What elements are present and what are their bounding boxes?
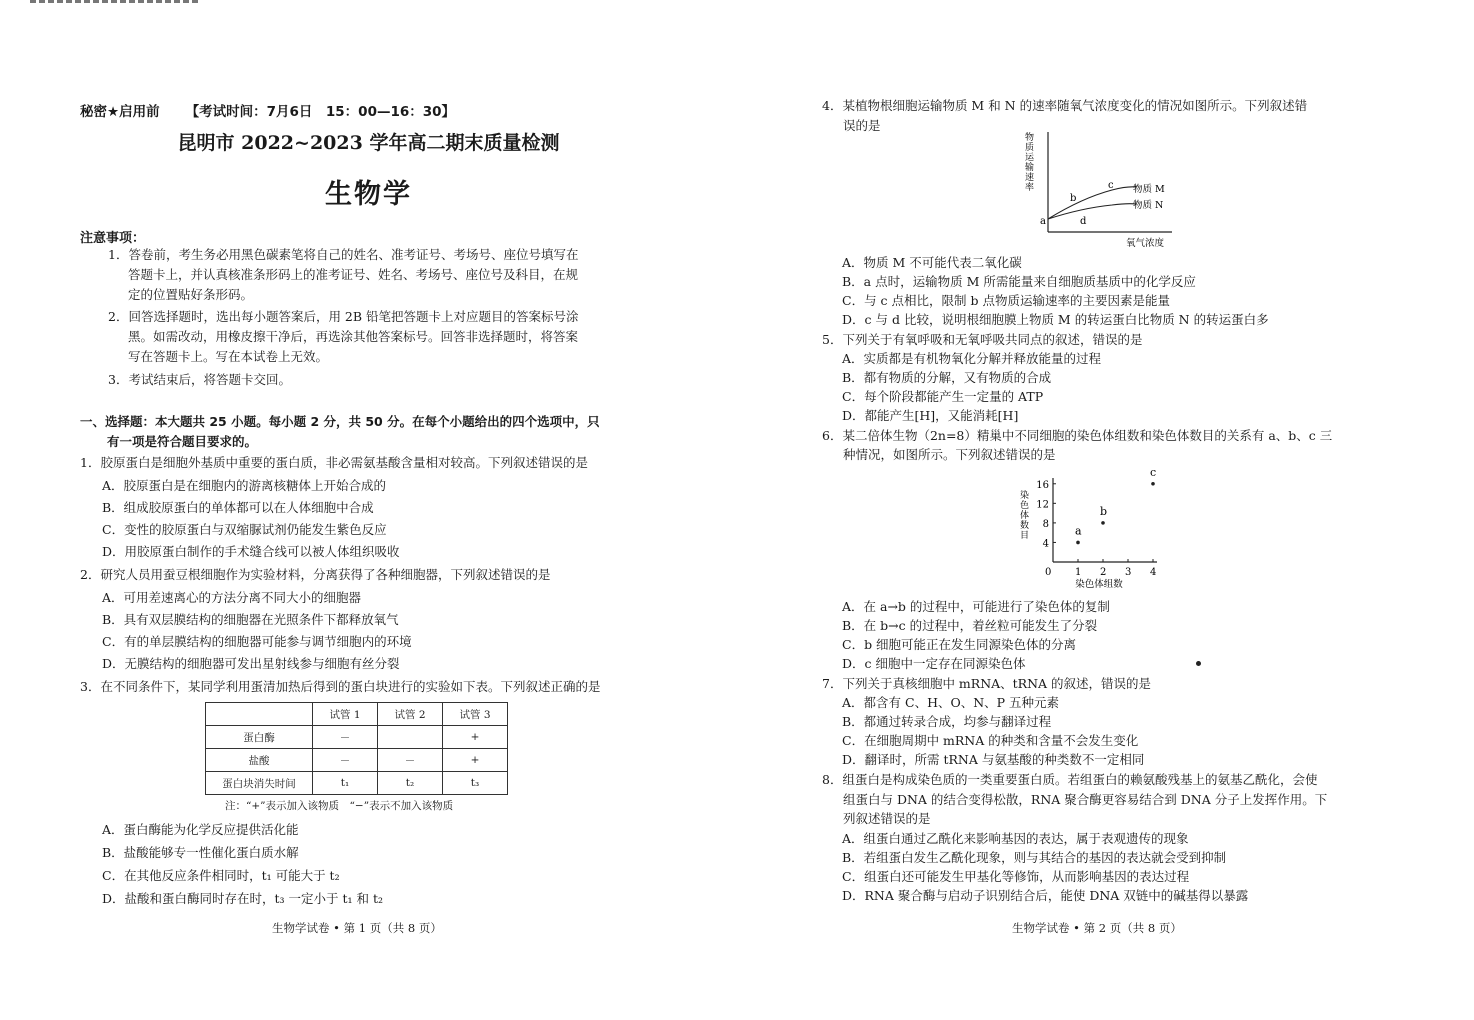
question-3-option: C．在其他反应条件相同时，t₁ 可能大于 t₂ bbox=[102, 868, 340, 883]
table-cell: t₂ bbox=[378, 772, 443, 795]
question-6-option: A．在 a→b 的过程中，可能进行了染色体的复制 bbox=[842, 599, 1110, 614]
question-8-option: C．组蛋白还可能发生甲基化等修饰，从而影响基因的表达过程 bbox=[842, 869, 1190, 884]
table-row bbox=[206, 726, 508, 749]
page-footer: 生物学试卷 • 第 1 页（共 8 页） bbox=[272, 921, 442, 935]
notice-line: 1．答卷前，考生务必用黑色碳素笔将自己的姓名、准考证号、考场号、座位号填写在 bbox=[108, 247, 579, 262]
y-tick-label: 16 bbox=[1036, 479, 1049, 491]
table-cell: t₃ bbox=[443, 772, 508, 795]
question-8-option: B．若组蛋白发生乙酰化现象，则与其结合的基因的表达就会受到抑制 bbox=[842, 850, 1227, 865]
notice-line: 黑。如需改动，用橡皮擦干净后，再选涂其他答案标号。回答非选择题时，将答案 bbox=[128, 329, 579, 344]
table-cell: + bbox=[443, 726, 508, 749]
table-cell: － bbox=[313, 726, 378, 749]
question-5-option: B．都有物质的分解，又有物质的合成 bbox=[842, 370, 1052, 385]
question-6-option: D．c 细胞中一定存在同源染色体 bbox=[842, 656, 1026, 671]
x-tick-label: 4 bbox=[1150, 567, 1157, 578]
notice-line: 3．考试结束后，将答题卡交回。 bbox=[108, 372, 291, 387]
table-cell: 蛋白酶 bbox=[206, 726, 313, 749]
question-8-stem: 组蛋白与 DNA 的结合变得松散，RNA 聚合酶更容易结合到 DNA 分子上发挥作用。下 bbox=[843, 792, 1328, 807]
exam-header bbox=[80, 100, 481, 120]
question-2-option: C．有的单层膜结构的细胞器可能参与调节细胞内的环境 bbox=[102, 634, 412, 649]
exam-title: 昆明市 2022~2023 学年高二期末质量检测 bbox=[177, 132, 560, 154]
question-7-stem: 7．下列关于真核细胞中 mRNA、tRNA 的叙述，错误的是 bbox=[822, 676, 1152, 691]
notice-line: 2．回答选择题时，选出每小题答案后，用 2B 铅笔把答题卡上对应题目的答案标号涂 bbox=[108, 309, 579, 324]
scan-speck bbox=[1196, 661, 1201, 666]
question-8-option: D．RNA 聚合酶与启动子识别结合后，能使 DNA 双链中的碱基得以暴露 bbox=[842, 888, 1249, 903]
question-7-option: C．在细胞周期中 mRNA 的种类和含量不会发生变化 bbox=[842, 733, 1139, 748]
curve-m bbox=[1048, 187, 1137, 219]
question-1-stem: 1．胶原蛋白是细胞外基质中重要的蛋白质，非必需氨基酸含量相对较高。下列叙述错误的是 bbox=[80, 455, 588, 470]
x-tick-label: 1 bbox=[1075, 567, 1082, 578]
table-cell: － bbox=[313, 749, 378, 772]
question-4-option: C．与 c 点相比，限制 b 点物质运输速率的主要因素是能量 bbox=[842, 293, 1170, 308]
table-header-row bbox=[206, 703, 508, 726]
data-point-label: a bbox=[1075, 524, 1082, 538]
table-row bbox=[206, 749, 508, 772]
notice-line: 定的位置贴好条形码。 bbox=[128, 287, 254, 302]
transport-rate-chart bbox=[1022, 128, 1187, 253]
question-5-option: A．实质都是有机物氧化分解并释放能量的过程 bbox=[842, 351, 1102, 366]
curve-label-n: 物质 N bbox=[1133, 200, 1164, 211]
question-5-option: D．都能产生[H]，又能消耗[H] bbox=[842, 408, 1019, 423]
question-5-option: C．每个阶段都能产生一定量的 ATP bbox=[842, 389, 1044, 404]
notice-title: 注意事项： bbox=[80, 231, 146, 246]
question-6-stem: 种情况，如图所示。下列叙述错误的是 bbox=[843, 447, 1056, 462]
question-8-stem: 8．组蛋白是构成染色质的一类重要蛋白质。若组蛋白的赖氨酸残基上的氨基乙酰化，会使 bbox=[822, 772, 1318, 787]
page-footer: 生物学试卷 • 第 2 页（共 8 页） bbox=[1012, 921, 1182, 935]
question-4-option: A．物质 M 不可能代表二氧化碳 bbox=[842, 255, 1022, 270]
secret-label: 秘密★启用前 bbox=[80, 104, 160, 120]
chart-x-label: 染色体组数 bbox=[1075, 579, 1123, 590]
table-cell: 盐酸 bbox=[206, 749, 313, 772]
notice-line: 写在答题卡上。写在本试卷上无效。 bbox=[128, 349, 329, 364]
point-label-c: c bbox=[1108, 180, 1114, 191]
exam-time: 【考试时间：7月6日 15：00—16：30】 bbox=[185, 104, 456, 120]
chart-y-label: 物质运输速率 bbox=[1023, 132, 1033, 192]
table-cell: 蛋白块消失时间 bbox=[206, 772, 313, 795]
table-cell bbox=[378, 726, 443, 749]
data-point-label: c bbox=[1150, 470, 1157, 479]
x-tick-label: 0 bbox=[1045, 567, 1052, 578]
y-tick-label: 12 bbox=[1036, 499, 1049, 511]
data-point-b bbox=[1101, 521, 1105, 525]
question-6-stem: 6．某二倍体生物（2n=8）精巢中不同细胞的染色体组数和染色体数目的关系有 a、b、c 三 bbox=[822, 428, 1333, 443]
y-tick-label: 8 bbox=[1042, 518, 1049, 530]
scan-artifact-line bbox=[30, 0, 200, 3]
question-4-option: D．c 与 d 比较，说明根细胞膜上物质 M 的转运蛋白比物质 N 的转运蛋白多 bbox=[842, 312, 1269, 327]
chart-x-label: 氧气浓度 bbox=[1126, 238, 1165, 249]
table-header-cell: 试管 3 bbox=[443, 703, 508, 726]
section-heading: 有一项是符合题目要求的。 bbox=[107, 434, 258, 449]
question-2-option: A．可用差速离心的方法分离不同大小的细胞器 bbox=[102, 590, 362, 605]
question-2-option: B．具有双层膜结构的细胞器在光照条件下都释放氧气 bbox=[102, 612, 399, 627]
data-point-a bbox=[1076, 541, 1080, 545]
table-header-cell: 试管 1 bbox=[313, 703, 378, 726]
question-6-option: C．b 细胞可能正在发生同源染色体的分离 bbox=[842, 637, 1077, 652]
question-1-option: B．组成胶原蛋白的单体都可以在人体细胞中合成 bbox=[102, 500, 374, 515]
question-3-stem: 3．在不同条件下，某同学利用蛋清加热后得到的蛋白块进行的实验如下表。下列叙述正确的是 bbox=[80, 679, 601, 694]
question-3-option: D．盐酸和蛋白酶同时存在时，t₃ 一定小于 t₁ 和 t₂ bbox=[102, 891, 384, 906]
x-tick-label: 3 bbox=[1125, 567, 1132, 578]
question-7-option: A．都含有 C、H、O、N、P 五种元素 bbox=[842, 695, 1060, 710]
question-4-stem: 4．某植物根细胞运输物质 M 和 N 的速率随氧气浓度变化的情况如图所示。下列叙述错 bbox=[822, 98, 1308, 113]
chart-y-label: 染色体数目 bbox=[1018, 490, 1028, 540]
question-7-option: D．翻译时，所需 tRNA 与氨基酸的种类数不一定相同 bbox=[842, 752, 1145, 767]
question-2-stem: 2．研究人员用蚕豆根细胞作为实验材料，分离获得了各种细胞器，下列叙述错误的是 bbox=[80, 567, 551, 582]
question-2-option: D．无膜结构的细胞器可发出星射线参与细胞有丝分裂 bbox=[102, 656, 400, 671]
table-row bbox=[206, 772, 508, 795]
table-header-cell: 试管 2 bbox=[378, 703, 443, 726]
question-1-option: A．胶原蛋白是在细胞内的游离核糖体上开始合成的 bbox=[102, 478, 387, 493]
table-cell: － bbox=[378, 749, 443, 772]
table-cell: + bbox=[443, 749, 508, 772]
table-cell: t₁ bbox=[313, 772, 378, 795]
notice-line: 答题卡上，并认真核准条形码上的准考证号、姓名、考场号、座位号及科目，在规 bbox=[128, 267, 579, 282]
question-1-option: C．变性的胶原蛋白与双缩脲试剂仍能发生紫色反应 bbox=[102, 522, 387, 537]
chromosome-scatter-chart bbox=[1017, 470, 1167, 595]
point-label-a: a bbox=[1040, 216, 1046, 227]
point-label-b: b bbox=[1070, 193, 1077, 204]
question-8-option: A．组蛋白通过乙酰化来影响基因的表达，属于表观遗传的现象 bbox=[842, 831, 1189, 846]
question-4-stem: 误的是 bbox=[843, 118, 881, 133]
curve-label-m: 物质 M bbox=[1133, 184, 1165, 195]
data-point-c bbox=[1151, 482, 1155, 486]
question-5-stem: 5．下列关于有氧呼吸和无氧呼吸共同点的叙述，错误的是 bbox=[822, 332, 1143, 347]
y-tick-label: 4 bbox=[1042, 538, 1049, 550]
experiment-table bbox=[205, 702, 508, 795]
table-note: 注：“+”表示加入该物质 “−”表示不加入该物质 bbox=[225, 800, 454, 812]
question-6-option: B．在 b→c 的过程中，着丝粒可能发生了分裂 bbox=[842, 618, 1098, 633]
question-3-option: A．蛋白酶能为化学反应提供活化能 bbox=[102, 822, 299, 837]
table-cell bbox=[206, 703, 313, 726]
section-heading: 一、选择题：本大题共 25 小题。每小题 2 分，共 50 分。在每个小题给出的四个选项中，只 bbox=[80, 414, 600, 429]
question-4-option: B．a 点时，运输物质 M 所需能量来自细胞质基质中的化学反应 bbox=[842, 274, 1196, 289]
x-tick-label: 2 bbox=[1100, 567, 1107, 578]
question-7-option: B．都通过转录合成，均参与翻译过程 bbox=[842, 714, 1052, 729]
question-3-option: B．盐酸能够专一性催化蛋白质水解 bbox=[102, 845, 299, 860]
question-1-option: D．用胶原蛋白制作的手术缝合线可以被人体组织吸收 bbox=[102, 544, 400, 559]
question-8-stem: 列叙述错误的是 bbox=[843, 811, 931, 826]
exam-subject: 生物学 bbox=[325, 179, 412, 210]
exam-page-2 bbox=[737, 0, 1474, 1020]
data-point-label: b bbox=[1100, 504, 1108, 518]
point-label-d: d bbox=[1080, 216, 1087, 227]
